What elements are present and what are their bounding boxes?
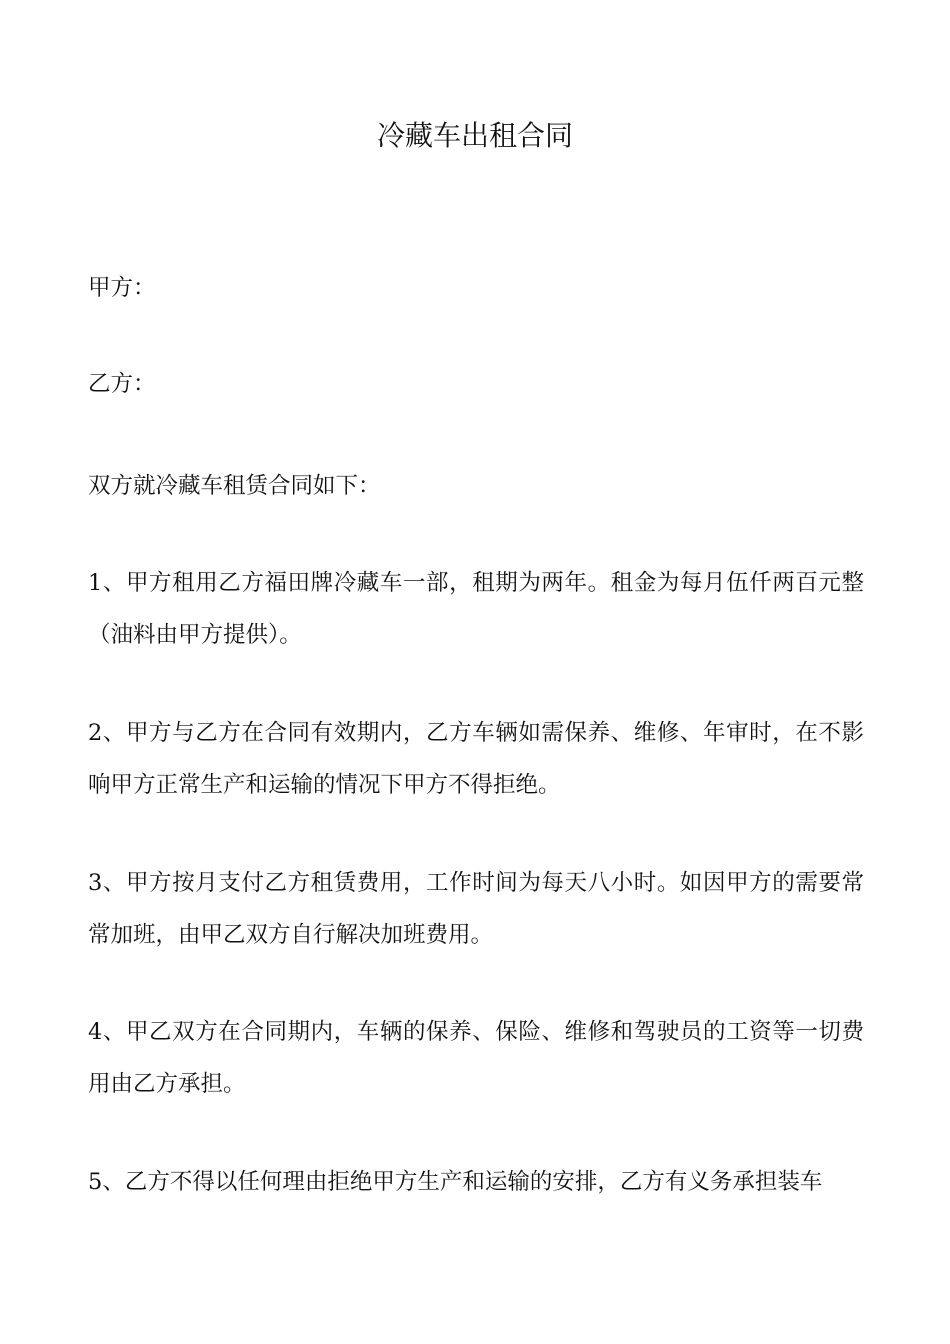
clause-3: 3、甲方按月支付乙方租赁费用，工作时间为每天八小时。如因甲方的需要常常加班，由甲乙双方自行解决加班费用。: [88, 870, 864, 948]
party-b-line: 乙方：: [88, 371, 156, 397]
intro-paragraph: 双方就冷藏车租赁合同如下：: [88, 473, 381, 499]
party-a-line: 甲方：: [88, 275, 156, 301]
document-title: 冷藏车出租合同: [376, 119, 573, 152]
clause-2: 2、甲方与乙方在合同有效期内，乙方车辆如需保养、维修、年审时，在不影响甲方正常生产和运输的情况下甲方不得拒绝。: [88, 720, 864, 798]
clause-1: 1、甲方租用乙方福田牌冷藏车一部，租期为两年。租金为每月伍仟两百元整（油料由甲方提供）。: [88, 570, 864, 648]
clause-4: 4、甲乙双方在合同期内，车辆的保养、保险、维修和驾驶员的工资等一切费用由乙方承担。: [88, 1019, 864, 1097]
clause-5: 5、乙方不得以任何理由拒绝甲方生产和运输的安排，乙方有义务承担装车: [88, 1169, 823, 1195]
